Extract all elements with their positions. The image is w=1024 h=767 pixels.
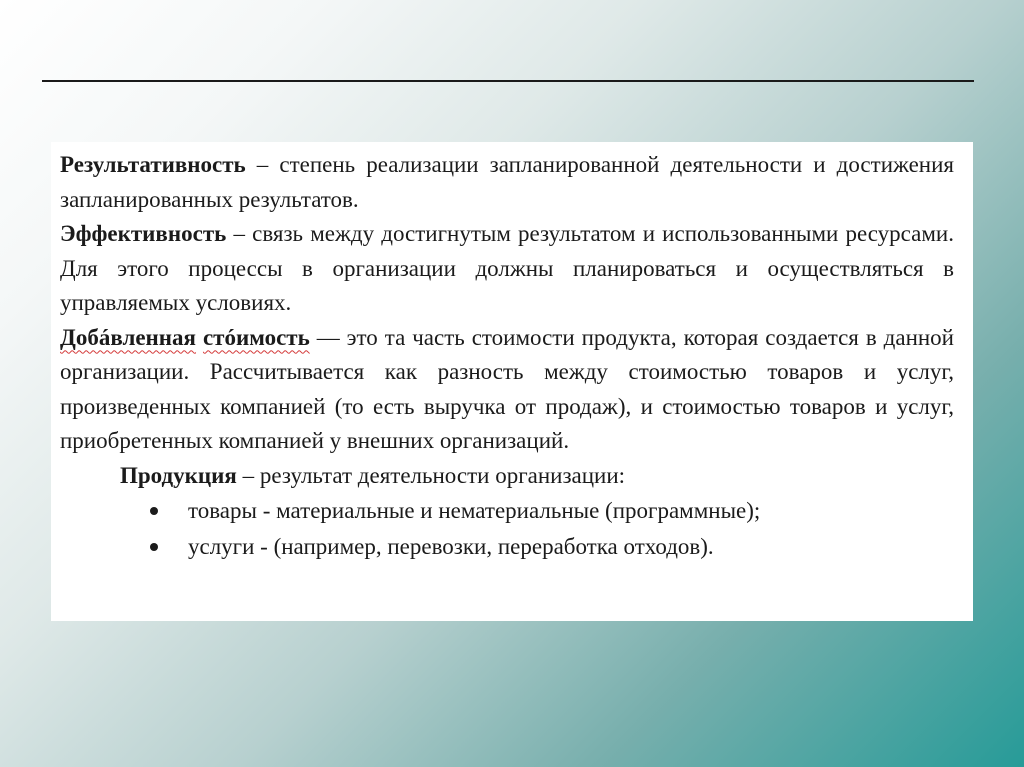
definition-text: – степень реализации запланированной деятельности и достижения запланированных результатов.	[60, 152, 954, 212]
title-divider-line	[42, 80, 974, 82]
definition-product	[60, 459, 954, 494]
list-item-text: товары - материальные и нематериальные (программные);	[188, 498, 761, 523]
definitions-text-box	[51, 142, 973, 621]
term-added-value	[60, 325, 310, 350]
bullet-icon	[150, 507, 158, 515]
term-resultativnost: Результативность	[60, 152, 246, 177]
list-item	[60, 493, 954, 529]
definition-text: – результат деятельности организации:	[236, 462, 626, 488]
list-item	[60, 529, 954, 565]
definitions-content	[60, 148, 954, 565]
definition-added-value	[60, 321, 954, 459]
definition-efficiency	[60, 217, 954, 321]
term-part-dobavlennaya: Добáвленная	[60, 324, 197, 350]
product-types-list	[60, 493, 954, 565]
list-item-text: услуги - (например, перевозки, переработка отходов).	[188, 534, 714, 559]
definition-text: – связь между достигнутым результатом и использованными ресурсами. Для этого процессы в организации должны планироваться и осуществляться в управляемых условиях.	[60, 221, 954, 315]
term-produktsiya: Продукция	[120, 462, 237, 488]
bullet-icon	[150, 543, 158, 551]
term-part-stoimost: стóимость	[202, 324, 310, 350]
definition-effectiveness-result	[60, 148, 954, 217]
term-effektivnost: Эффективность	[60, 221, 227, 246]
definition-text: — это та часть стоимости продукта, которая создается в данной организации. Рассчитывается как разность между стоимостью товаров и услуг, произведенных компанией (то есть выручка от продаж), и стоимостью товаров и услуг, приобретенных компанией у внешних организаций.	[60, 324, 954, 453]
